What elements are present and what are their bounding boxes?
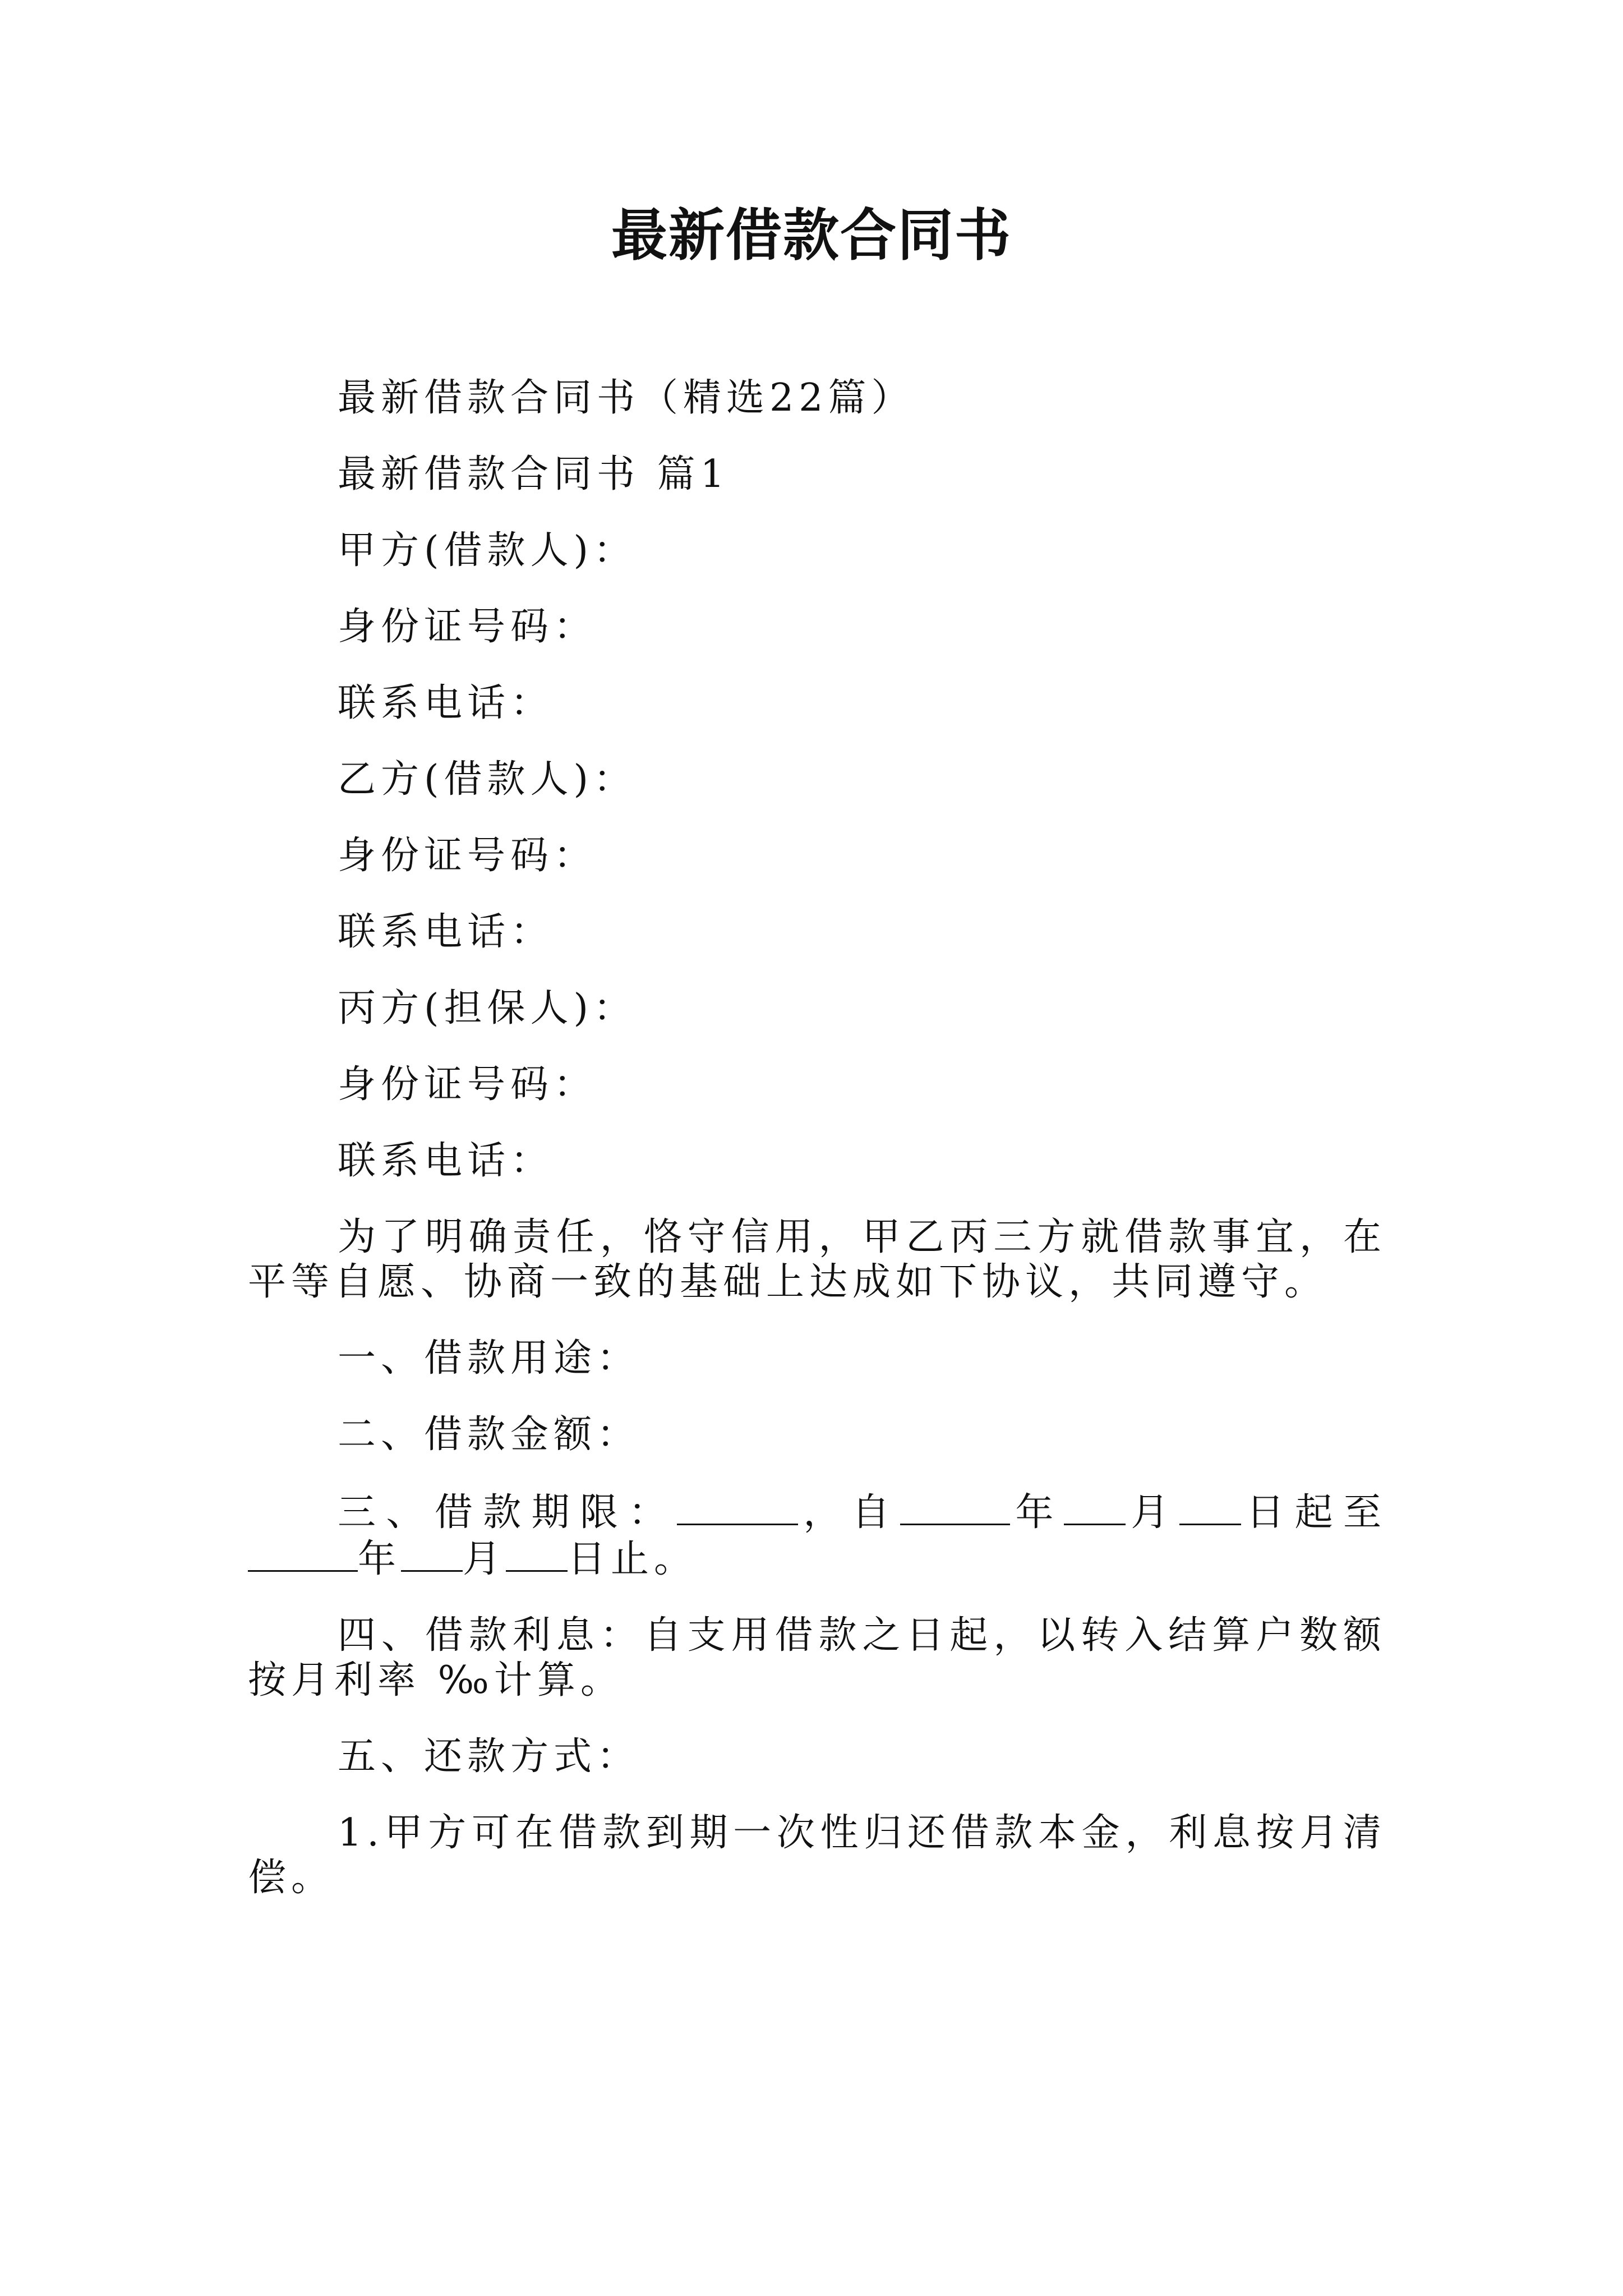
loan-term-end: 日止。 [568, 1537, 698, 1581]
party-c-phone-label: 联系电话： [338, 1139, 554, 1183]
party-a-id-label: 身份证号码： [338, 605, 597, 649]
paragraph-collection-title: 最新借款合同书（精选22篇） [338, 376, 915, 420]
start-year-blank[interactable] [900, 1489, 1010, 1525]
party-a-phone-label: 联系电话： [338, 681, 554, 725]
clause-loan-term [248, 1489, 1386, 1582]
loan-term-day-to: 日起至 [1241, 1490, 1386, 1535]
clause-loan-amount: 二、借款金额： [338, 1412, 640, 1457]
party-b-id-label: 身份证号码： [338, 834, 597, 878]
end-day-blank[interactable] [506, 1535, 568, 1572]
document-body [248, 376, 1386, 1932]
term-blank[interactable] [677, 1489, 798, 1525]
clause-loan-purpose: 一、借款用途： [338, 1336, 640, 1381]
party-a-label: 甲方(借款人)： [338, 528, 637, 573]
clause-loan-interest: 四、借款利息：自支用借款之日起，以转入结算户数额按月利率 ‰计算。 [248, 1613, 1386, 1703]
loan-term-from: ，自 [797, 1490, 901, 1535]
party-b-label: 乙方(借款人)： [338, 757, 637, 802]
loan-term-month: 月 [1125, 1490, 1179, 1535]
end-month-blank[interactable] [401, 1535, 463, 1572]
party-b-phone-label: 联系电话： [338, 910, 554, 954]
start-day-blank[interactable] [1179, 1489, 1241, 1525]
loan-term-year2: 年 [358, 1537, 402, 1581]
party-c-label: 丙方(担保人)： [338, 986, 637, 1030]
clause-repayment-method: 五、还款方式： [338, 1734, 640, 1779]
end-year-blank[interactable] [248, 1535, 358, 1572]
agreement-intro-paragraph: 为了明确责任，恪守信用，甲乙丙三方就借款事宜，在平等自愿、协商一致的基础上达成如下协议，共同遵守。 [248, 1215, 1386, 1304]
paragraph-chapter-heading: 最新借款合同书 篇1 [338, 452, 730, 496]
loan-term-year: 年 [1010, 1490, 1064, 1535]
loan-term-month2: 月 [463, 1537, 506, 1581]
start-month-blank[interactable] [1064, 1489, 1126, 1525]
repayment-item-1: 1.甲方可在借款到期一次性归还借款本金，利息按月清偿。 [248, 1811, 1386, 1900]
loan-term-lead: 三、借款期限： [338, 1490, 677, 1535]
document-title: 最新借款合同书 [611, 203, 1012, 268]
party-c-id-label: 身份证号码： [338, 1062, 597, 1107]
